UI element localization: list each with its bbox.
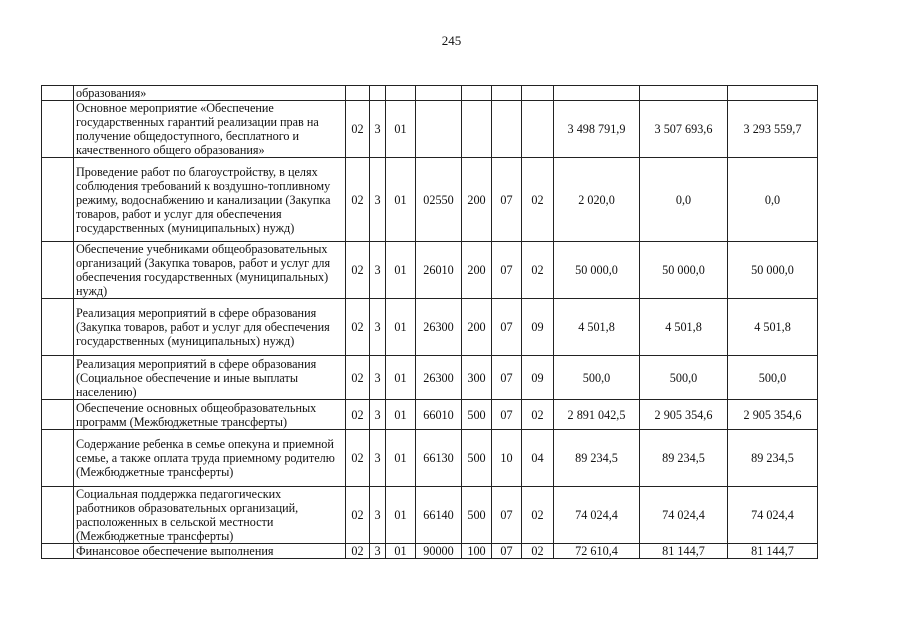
row-number-cell (42, 356, 74, 400)
amount-year-1: 3 498 791,9 (554, 101, 640, 158)
amount-year-1: 72 610,4 (554, 544, 640, 559)
row-name: Основное мероприятие «Обеспечение государственных гарантий реализации прав на получение общедоступного, бесплатного и качественного общего образования» (74, 101, 346, 158)
table-row (42, 101, 818, 158)
amount-year-1: 2 891 042,5 (554, 400, 640, 430)
target-code: 02550 (416, 158, 462, 242)
program-code (386, 86, 416, 101)
expense-type-code: 200 (462, 242, 492, 299)
section-code (346, 86, 370, 101)
row-number-cell (42, 299, 74, 356)
row-name: Содержание ребенка в семье опекуна и приемной семье, а также оплата труда приемному родителю (Межбюджетные трансферты) (74, 430, 346, 487)
subsection-code (370, 86, 386, 101)
amount-year-3: 4 501,8 (728, 299, 818, 356)
expense-type-code: 100 (462, 544, 492, 559)
row-name: Реализация мероприятий в сфере образования (Закупка товаров, работ и услуг для обеспечения государственных (муниципальных) нужд) (74, 299, 346, 356)
program-code: 01 (386, 487, 416, 544)
amount-year-2: 89 234,5 (640, 430, 728, 487)
rz-code (492, 86, 522, 101)
section-code: 02 (346, 356, 370, 400)
subsection-code: 3 (370, 242, 386, 299)
target-code (416, 86, 462, 101)
amount-year-3: 500,0 (728, 356, 818, 400)
target-code: 66010 (416, 400, 462, 430)
table-row (42, 487, 818, 544)
section-code: 02 (346, 299, 370, 356)
amount-year-1: 74 024,4 (554, 487, 640, 544)
subsection-code: 3 (370, 356, 386, 400)
expense-type-code: 300 (462, 356, 492, 400)
table-row (42, 299, 818, 356)
rz-code: 07 (492, 400, 522, 430)
pr-code (522, 101, 554, 158)
program-code: 01 (386, 242, 416, 299)
target-code: 90000 (416, 544, 462, 559)
pr-code (522, 86, 554, 101)
table-row (42, 158, 818, 242)
rz-code (492, 101, 522, 158)
row-number-cell (42, 487, 74, 544)
row-number-cell (42, 544, 74, 559)
pr-code: 09 (522, 356, 554, 400)
target-code: 66130 (416, 430, 462, 487)
amount-year-3: 74 024,4 (728, 487, 818, 544)
subsection-code: 3 (370, 487, 386, 544)
row-number-cell (42, 242, 74, 299)
expense-type-code: 200 (462, 158, 492, 242)
amount-year-3: 81 144,7 (728, 544, 818, 559)
program-code: 01 (386, 544, 416, 559)
section-code: 02 (346, 544, 370, 559)
row-name: образования» (74, 86, 346, 101)
amount-year-1: 50 000,0 (554, 242, 640, 299)
table-row (42, 400, 818, 430)
amount-year-3: 2 905 354,6 (728, 400, 818, 430)
section-code: 02 (346, 242, 370, 299)
subsection-code: 3 (370, 101, 386, 158)
program-code: 01 (386, 101, 416, 158)
amount-year-3: 89 234,5 (728, 430, 818, 487)
expense-type-code (462, 86, 492, 101)
pr-code: 09 (522, 299, 554, 356)
table-row (42, 544, 818, 559)
table-row (42, 356, 818, 400)
section-code: 02 (346, 430, 370, 487)
row-name: Финансовое обеспечение выполнения (74, 544, 346, 559)
row-number-cell (42, 101, 74, 158)
pr-code: 02 (522, 544, 554, 559)
amount-year-1: 500,0 (554, 356, 640, 400)
amount-year-3: 50 000,0 (728, 242, 818, 299)
amount-year-2: 4 501,8 (640, 299, 728, 356)
target-code (416, 101, 462, 158)
budget-table (41, 85, 818, 559)
amount-year-1: 89 234,5 (554, 430, 640, 487)
pr-code: 02 (522, 487, 554, 544)
program-code: 01 (386, 356, 416, 400)
expense-type-code (462, 101, 492, 158)
amount-year-1: 4 501,8 (554, 299, 640, 356)
pr-code: 02 (522, 158, 554, 242)
table-row (42, 86, 818, 101)
amount-year-2: 74 024,4 (640, 487, 728, 544)
target-code: 66140 (416, 487, 462, 544)
row-name: Реализация мероприятий в сфере образования (Социальное обеспечение и иные выплаты населению) (74, 356, 346, 400)
row-number-cell (42, 158, 74, 242)
amount-year-2: 3 507 693,6 (640, 101, 728, 158)
program-code: 01 (386, 299, 416, 356)
pr-code: 02 (522, 400, 554, 430)
expense-type-code: 500 (462, 430, 492, 487)
subsection-code: 3 (370, 400, 386, 430)
amount-year-2: 50 000,0 (640, 242, 728, 299)
expense-type-code: 200 (462, 299, 492, 356)
amount-year-2: 2 905 354,6 (640, 400, 728, 430)
row-name: Обеспечение основных общеобразовательных программ (Межбюджетные трансферты) (74, 400, 346, 430)
target-code: 26300 (416, 299, 462, 356)
amount-year-2: 81 144,7 (640, 544, 728, 559)
subsection-code: 3 (370, 158, 386, 242)
subsection-code: 3 (370, 544, 386, 559)
amount-year-1: 2 020,0 (554, 158, 640, 242)
section-code: 02 (346, 487, 370, 544)
rz-code: 07 (492, 544, 522, 559)
pr-code: 02 (522, 242, 554, 299)
row-number-cell (42, 86, 74, 101)
rz-code: 07 (492, 158, 522, 242)
amount-year-2 (640, 86, 728, 101)
rz-code: 10 (492, 430, 522, 487)
program-code: 01 (386, 158, 416, 242)
row-name: Обеспечение учебниками общеобразовательных организаций (Закупка товаров, работ и услуг для обеспечения государственных (муниципальных) нужд) (74, 242, 346, 299)
pr-code: 04 (522, 430, 554, 487)
table-row (42, 430, 818, 487)
rz-code: 07 (492, 242, 522, 299)
row-number-cell (42, 430, 74, 487)
row-name: Проведение работ по благоустройству, в целях соблюдения требований к воздушно-топливному режиму, водоснабжению и канализации (Закупка товаров, работ и услуг для обеспечения государственных (муниципальных) нужд) (74, 158, 346, 242)
expense-type-code: 500 (462, 400, 492, 430)
row-number-cell (42, 400, 74, 430)
amount-year-2: 500,0 (640, 356, 728, 400)
amount-year-2: 0,0 (640, 158, 728, 242)
section-code: 02 (346, 400, 370, 430)
section-code: 02 (346, 158, 370, 242)
rz-code: 07 (492, 487, 522, 544)
amount-year-3: 0,0 (728, 158, 818, 242)
subsection-code: 3 (370, 430, 386, 487)
rz-code: 07 (492, 356, 522, 400)
section-code: 02 (346, 101, 370, 158)
amount-year-3 (728, 86, 818, 101)
program-code: 01 (386, 430, 416, 487)
expense-type-code: 500 (462, 487, 492, 544)
target-code: 26300 (416, 356, 462, 400)
amount-year-3: 3 293 559,7 (728, 101, 818, 158)
table-row (42, 242, 818, 299)
target-code: 26010 (416, 242, 462, 299)
page-number: 245 (441, 33, 462, 48)
rz-code: 07 (492, 299, 522, 356)
program-code: 01 (386, 400, 416, 430)
amount-year-1 (554, 86, 640, 101)
row-name: Социальная поддержка педагогических работников образовательных организаций, расположенных в сельской местности (Межбюджетные трансферты) (74, 487, 346, 544)
subsection-code: 3 (370, 299, 386, 356)
